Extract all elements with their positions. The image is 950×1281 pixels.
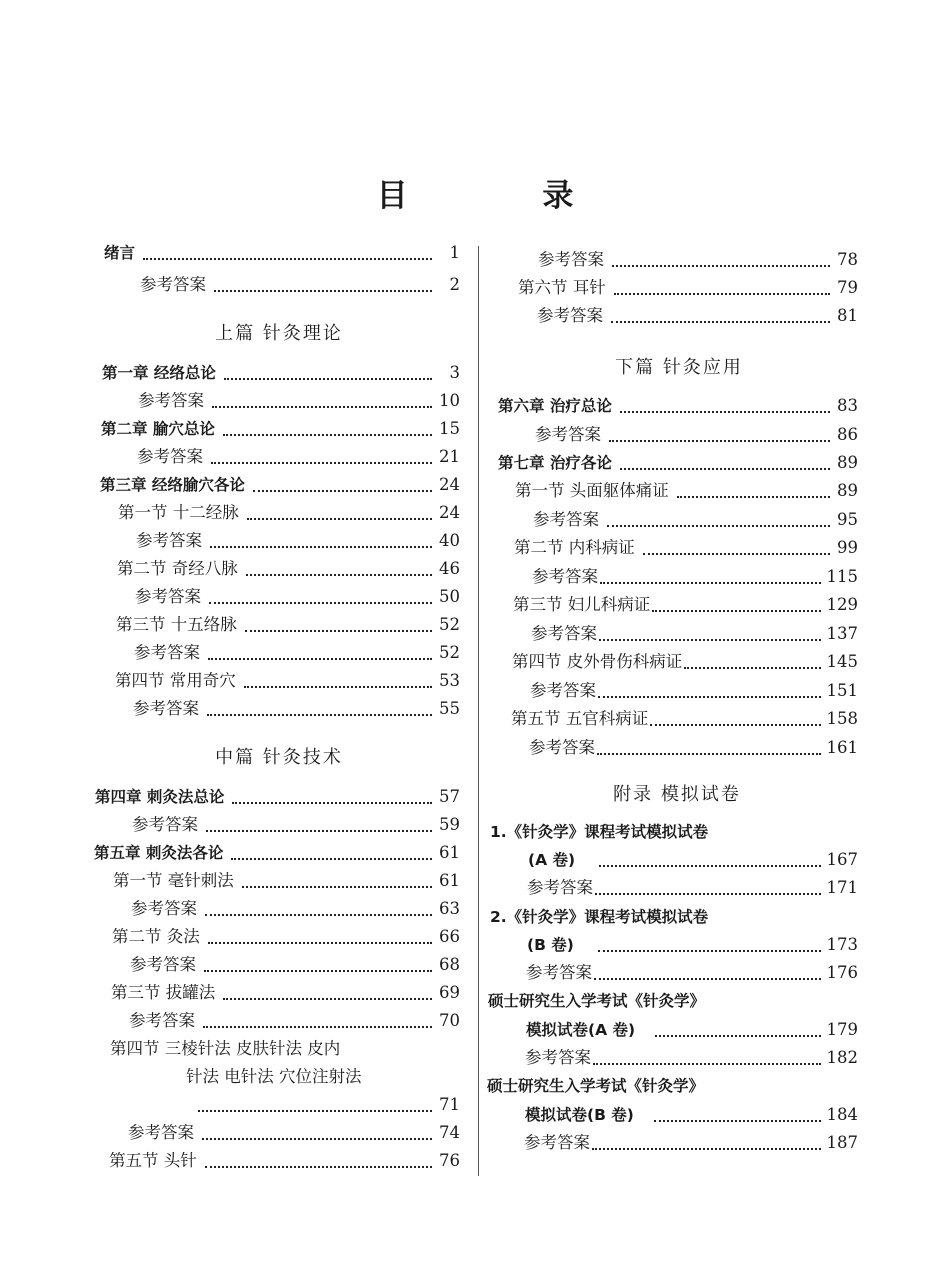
toc-entry-page: 24: [439, 503, 460, 522]
toc-entry-label: 第一节 头面躯体痛证: [515, 481, 669, 500]
toc-entry-label: 第五章 刺灸法各论: [94, 844, 224, 862]
toc-entry-section[interactable]: [515, 481, 858, 501]
toc-entry-answers[interactable]: [137, 447, 460, 467]
toc-entry-chapter-1[interactable]: [102, 363, 460, 383]
toc-entry-page: 21: [439, 447, 460, 466]
toc-entry-page: 95: [837, 510, 858, 529]
toc-entry-page: 167: [826, 850, 858, 869]
toc-entry-page: 1: [449, 243, 460, 262]
toc-entry-grad-exam-b[interactable]: [525, 1105, 858, 1125]
toc-entry-answers[interactable]: [525, 1048, 858, 1068]
toc-entry-page: 145: [826, 652, 858, 671]
toc-entry-page: 59: [439, 815, 460, 834]
toc-entry-answers[interactable]: [134, 643, 460, 663]
toc-entry-label: 参考答案: [137, 447, 203, 466]
toc-entry-page: 69: [439, 983, 460, 1002]
toc-entry-page: 115: [826, 567, 858, 586]
toc-entry-section[interactable]: [112, 927, 460, 947]
toc-entry-label: 参考答案: [134, 643, 200, 662]
toc-entry-section[interactable]: [513, 595, 858, 615]
page-title: 目 录: [376, 178, 636, 214]
toc-entry-section[interactable]: [518, 278, 858, 298]
toc-entry-label: 参考答案: [140, 275, 206, 294]
toc-entry-page: 83: [837, 396, 858, 415]
toc-entry-section[interactable]: [116, 615, 460, 635]
toc-entry-chapter-3[interactable]: [100, 475, 460, 495]
toc-entry-page: 173: [826, 935, 858, 954]
toc-entry-label: 参考答案: [525, 1048, 591, 1067]
toc-entry-label: 第三节 十五络脉: [116, 615, 237, 634]
toc-entry-chapter-7[interactable]: [498, 453, 858, 473]
toc-entry-page: 184: [826, 1105, 858, 1124]
toc-entry-chapter-2[interactable]: [101, 419, 460, 439]
toc-entry-page: 57: [439, 787, 460, 806]
toc-entry-label: 模拟试卷(B 卷): [525, 1106, 634, 1124]
toc-entry-page: 79: [837, 278, 858, 297]
toc-entry-label: 第二节 奇经八脉: [117, 559, 238, 578]
toc-entry-page: 24: [439, 475, 460, 494]
toc-entry-page: 52: [439, 643, 460, 662]
toc-entry-label: 参考答案: [535, 425, 601, 444]
toc-entry-section[interactable]: [118, 503, 460, 523]
toc-entry-answers[interactable]: [131, 899, 460, 919]
toc-entry-page: 179: [826, 1020, 858, 1039]
toc-entry-answers[interactable]: [129, 1011, 460, 1031]
toc-entry-answers[interactable]: [531, 624, 858, 644]
toc-entry-label: 参考答案: [530, 681, 596, 700]
toc-entry-label: 第二章 腧穴总论: [101, 420, 215, 438]
toc-entry-label: 参考答案: [138, 391, 204, 410]
toc-entry-page: 40: [439, 531, 460, 550]
toc-entry-answers[interactable]: [132, 815, 460, 835]
toc-entry-page: 74: [439, 1123, 460, 1142]
toc-entry-page: 46: [439, 559, 460, 578]
toc-entry-answers[interactable]: [138, 391, 460, 411]
toc-entry-answers[interactable]: [538, 250, 858, 270]
toc-entry-page: 137: [826, 624, 858, 643]
toc-entry-page: 55: [439, 699, 460, 718]
toc-entry-page: 66: [439, 927, 460, 946]
toc-entry-label: 参考答案: [529, 738, 595, 757]
toc-entry-page: 129: [826, 595, 858, 614]
toc-entry-section[interactable]: [115, 671, 460, 691]
toc-entry-page: 86: [837, 425, 858, 444]
toc-entry-page: 68: [439, 955, 460, 974]
toc-entry-answers[interactable]: [524, 1133, 858, 1153]
toc-entry-page: 3: [449, 363, 460, 382]
toc-entry-label: 第三章 经络腧穴各论: [100, 476, 245, 494]
toc-entry-answers[interactable]: [130, 955, 460, 975]
toc-entry-label: 第三节 拔罐法: [111, 983, 216, 1002]
toc-entry-multiline-cont[interactable]: 针法 电针法 穴位注射法: [186, 1067, 362, 1086]
toc-entry-page: 63: [439, 899, 460, 918]
toc-entry-label: 参考答案: [130, 955, 196, 974]
section-heading-upper: 上篇 针灸理论: [215, 323, 343, 344]
toc-entry-answers[interactable]: [135, 587, 460, 607]
toc-entry-label: 第五节 五官科病证: [511, 709, 649, 728]
toc-entry-section[interactable]: [117, 559, 460, 579]
toc-entry-page: 158: [826, 709, 858, 728]
toc-entry-label: (B 卷): [527, 936, 574, 954]
toc-entry-label: 参考答案: [133, 699, 199, 718]
toc-entry-label: 第四节 皮外骨伤科病证: [512, 652, 683, 671]
toc-entry-label: 第六节 耳针: [518, 278, 606, 297]
toc-entry-section[interactable]: [111, 983, 460, 1003]
toc-entry-answers[interactable]: [533, 510, 858, 530]
toc-entry-answers[interactable]: [537, 306, 858, 326]
toc-entry-exam-heading[interactable]: 1.《针灸学》课程考试模拟试卷: [490, 823, 709, 841]
toc-entry-answers[interactable]: [140, 275, 460, 295]
toc-entry-label: 参考答案: [129, 1011, 195, 1030]
toc-entry-page: 89: [837, 453, 858, 472]
toc-entry-label: 第一章 经络总论: [102, 364, 216, 382]
toc-entry-label: 参考答案: [136, 531, 202, 550]
toc-entry-page: 171: [826, 878, 858, 897]
toc-entry-label: 参考答案: [128, 1123, 194, 1142]
toc-entry-answers[interactable]: [530, 681, 858, 701]
toc-entry-chapter-6[interactable]: [498, 396, 858, 416]
toc-entry-answers[interactable]: [527, 878, 858, 898]
toc-entry-page: 99: [837, 538, 858, 557]
toc-entry-multiline-head[interactable]: 第四节 三棱针法 皮肤针法 皮内: [110, 1039, 341, 1058]
toc-entry-label: 模拟试卷(A 卷): [526, 1021, 636, 1039]
toc-entry-answers[interactable]: [526, 963, 858, 983]
toc-entry-label: 第二节 内科病证: [514, 538, 635, 557]
toc-entry-label: 参考答案: [531, 624, 597, 643]
toc-entry-label: 参考答案: [532, 567, 598, 586]
toc-entry-label: 绪言: [104, 244, 136, 262]
toc-entry-label: 参考答案: [526, 963, 592, 982]
toc-entry-label: 参考答案: [527, 878, 593, 897]
toc-entry-page: 151: [826, 681, 858, 700]
toc-entry-page: 15: [439, 419, 460, 438]
toc-entry-preface[interactable]: [104, 243, 460, 263]
toc-entry-label: 第四节 常用奇穴: [115, 671, 236, 690]
toc-entry-page: 53: [439, 671, 460, 690]
toc-entry-page: 70: [439, 1011, 460, 1030]
toc-entry-page: 176: [826, 963, 858, 982]
toc-entry-label: 参考答案: [538, 250, 604, 269]
toc-entry-page: 2: [449, 275, 460, 294]
toc-entry-page: 71: [439, 1095, 460, 1114]
toc-entry-chapter-5[interactable]: [94, 843, 460, 863]
toc-entry-exam-heading[interactable]: 硕士研究生入学考试《针灸学》: [487, 1077, 705, 1095]
toc-entry-page: 61: [439, 843, 460, 862]
toc-entry-page: 161: [826, 738, 858, 757]
toc-entry-chapter-4[interactable]: [95, 787, 460, 807]
toc-entry-section[interactable]: [514, 538, 858, 558]
toc-entry-answers[interactable]: [529, 738, 858, 758]
toc-entry-exam-heading[interactable]: 硕士研究生入学考试《针灸学》: [488, 992, 706, 1010]
section-heading-middle: 中篇 针灸技术: [215, 747, 343, 768]
toc-entry-page: 89: [837, 481, 858, 500]
toc-entry-label: 参考答案: [533, 510, 599, 529]
toc-entry-exam-b[interactable]: [527, 935, 858, 955]
toc-entry-exam-a[interactable]: [528, 850, 858, 870]
toc-entry-page: 76: [439, 1151, 460, 1170]
toc-entry-page: 187: [826, 1133, 858, 1152]
toc-entry-label: 第六章 治疗总论: [498, 397, 612, 415]
toc-entry-label: 第一节 毫针刺法: [113, 871, 234, 890]
toc-entry-label: 第一节 十二经脉: [118, 503, 239, 522]
toc-entry-section[interactable]: [512, 652, 858, 672]
toc-entry-page: 50: [439, 587, 460, 606]
toc-entry-page: 182: [826, 1048, 858, 1067]
toc-entry-label: 参考答案: [135, 587, 201, 606]
column-divider: [478, 246, 479, 1176]
toc-entry-answers[interactable]: [133, 699, 460, 719]
toc-entry-page: 52: [439, 615, 460, 634]
toc-entry-answers[interactable]: [535, 425, 858, 445]
toc-entry-grad-exam-a[interactable]: [526, 1020, 858, 1040]
toc-entry-section[interactable]: [113, 871, 460, 891]
toc-entry-multiline-page[interactable]: [198, 1095, 460, 1115]
toc-entry-answers[interactable]: [532, 567, 858, 587]
toc-entry-label: 第三节 妇儿科病证: [513, 595, 651, 614]
section-heading-appendix: 附录 模拟试卷: [613, 784, 741, 805]
toc-entry-answers[interactable]: [136, 531, 460, 551]
toc-entry-answers[interactable]: [128, 1123, 460, 1143]
toc-entry-label: 第四章 刺灸法总论: [95, 788, 225, 806]
toc-entry-label: 第五节 头针: [109, 1151, 197, 1170]
toc-entry-label: 参考答案: [537, 306, 603, 325]
toc-entry-label: 参考答案: [524, 1133, 590, 1152]
toc-entry-label: 参考答案: [131, 899, 197, 918]
toc-entry-page: 81: [837, 306, 858, 325]
toc-entry-section[interactable]: [511, 709, 858, 729]
toc-entry-page: 78: [837, 250, 858, 269]
toc-entry-exam-heading[interactable]: 2.《针灸学》课程考试模拟试卷: [490, 908, 709, 926]
toc-entry-label: 第七章 治疗各论: [498, 454, 612, 472]
toc-entry-section[interactable]: [109, 1151, 460, 1171]
toc-entry-label: 参考答案: [132, 815, 198, 834]
toc-entry-page: 10: [439, 391, 460, 410]
toc-entry-label: 第二节 灸法: [112, 927, 200, 946]
toc-entry-label: (A 卷): [528, 851, 576, 869]
section-heading-lower: 下篇 针灸应用: [615, 357, 743, 378]
toc-entry-page: 61: [439, 871, 460, 890]
